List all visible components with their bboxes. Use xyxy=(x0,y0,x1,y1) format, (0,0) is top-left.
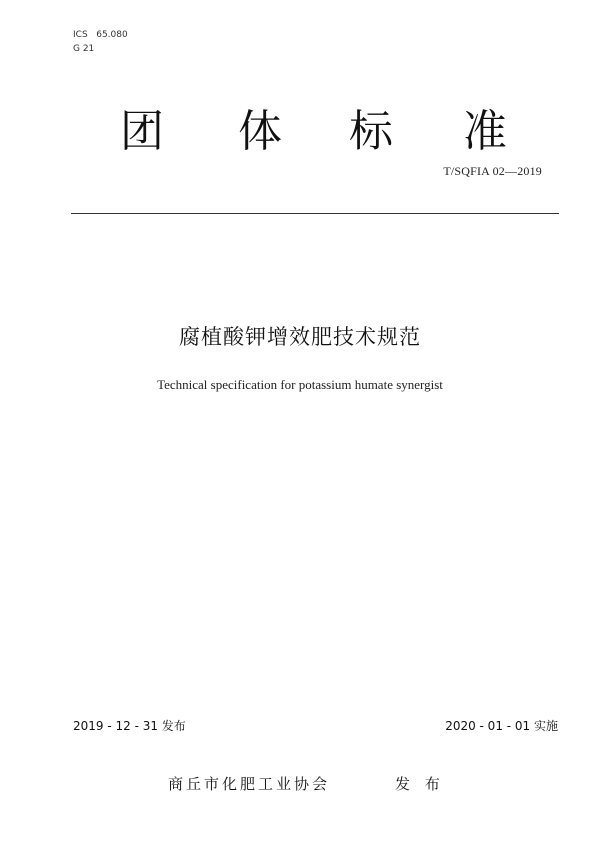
document-type-char: 准 xyxy=(463,106,507,157)
header-divider xyxy=(71,213,559,214)
publisher-name: 商丘市化肥工业协会 xyxy=(168,775,331,793)
document-type-heading xyxy=(0,104,600,160)
issue-date: 2019 - 12 - 31 发布 xyxy=(73,719,186,733)
english-title: Technical specification for potassium humate synergist xyxy=(157,377,443,392)
document-type-char: 体 xyxy=(238,106,282,157)
classification-codes xyxy=(73,28,128,56)
implementation-date: 2020 - 01 - 01 实施 xyxy=(445,719,558,733)
standard-number: T/SQFIA 02—2019 xyxy=(443,164,542,178)
ccs-code: G 21 xyxy=(73,44,95,54)
chinese-title: 腐植酸钾增效肥技术规范 xyxy=(179,325,421,349)
document-type-char: 团 xyxy=(120,106,164,157)
ics-code: ICS 65.080 xyxy=(73,30,128,40)
document-type-char: 标 xyxy=(349,106,393,157)
publish-label: 发 布 xyxy=(395,775,445,793)
